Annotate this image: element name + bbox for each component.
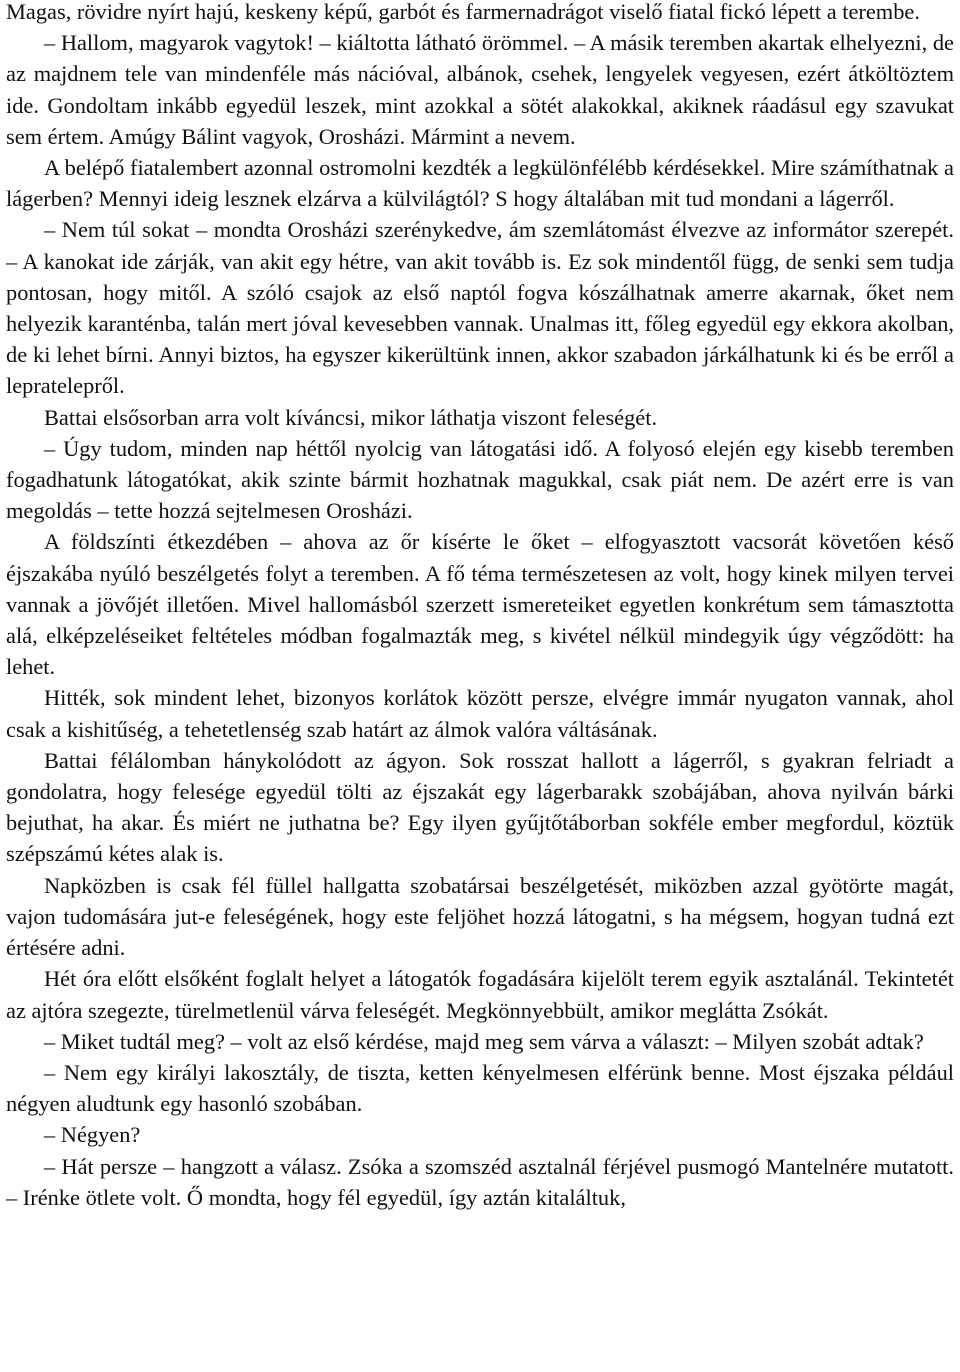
paragraph-10: Napközben is csak fél füllel hallgatta szobatársai beszélgetését, miközben azzal gyötörte magát, vajon tudomására jut-e feleségének, hogy este feljöhet hozzá látogatni, s ha mégsem, hogyan tudná ezt értésére adni. [6,872,954,961]
paragraph-7: A földszínti étkezdében – ahova az őr kísérte le őket – elfogyasztott vacsorát követően késő éjszakába nyúló beszélgetés folyt a teremben. A fő téma természetesen az volt, hogy kinek milyen tervei vannak a jövőjét illetően. Mivel hallomásból szerzett ismereteiket egyetlen konkrétum sem támasztotta alá, elképzeléseiket feltételes módban fogalmazták meg, s kivétel nélkül mindegyik úgy végződött: ha lehet. [6,529,954,680]
paragraph-14: – Négyen? [44,1122,141,1148]
paragraph-9: Battai félálomban hánykolódott az ágyon. Sok rosszat hallott a lágerről, s gyakran felriadt a gondolatra, hogy felesége egyedül tölti az éjszakát egy lágerbarakk szobájában, ahova nyilván bárki bejuthat, ha akar. És miért ne juthatna be? Egy ilyen gyűjtőtáborban sokféle ember megfordul, köztük szépszámú kétes alak is. [6,747,954,867]
paragraph-8: Hitték, sok mindent lehet, bizonyos korlátok között persze, elvégre immár nyugaton vannak, ahol csak a kishitűség, a tehetetlenség szab határt az álmok valóra váltásának. [6,685,954,742]
paragraph-1: Magas, rövidre nyírt hajú, keskeny képű, garbót és farmernadrágot viselő fiatal fickó lépett a terembe. [6,0,920,24]
paragraph-12: – Miket tudtál meg? – volt az első kérdése, majd meg sem várva a választ: – Milyen szobát adtak? [44,1028,924,1054]
paragraph-15: – Hát persze – hangzott a válasz. Zsóka a szomszéd asztalnál férjével pusmogó Mantelnére mutatott. – Irénke ötlete volt. Ő mondta, hogy fél egyedül, így aztán kitaláltuk, [6,1153,954,1210]
paragraph-11: Hét óra előtt elsőként foglalt helyet a látogatók fogadására kijelölt terem egyik asztalánál. Tekintetét az ajtóra szegezte, türelmetlenül várva feleségét. Megkönnyebbült, amikor meglátta Zsókát. [6,966,954,1023]
paragraph-5: Battai elsősorban arra volt kíváncsi, mikor láthatja viszont feleségét. [44,404,658,430]
paragraph-6: – Úgy tudom, minden nap héttől nyolcig van látogatási idő. A folyosó elején egy kisebb teremben fogadhatunk látogatókat, akik szinte bármit hozhatnak magukkal, csak piát nem. De azért erre is van megoldás – tette hozzá sejtelmesen Orosházi. [6,435,954,524]
paragraph-4: – Nem túl sokat – mondta Orosházi szerénykedve, ám szemlátomást élvezve az informátor szerepét. – A kanokat ide zárják, van akit egy hétre, van akit tovább is. Ez sok mindentől függ, de senki sem tudja pontosan, hogy mitől. A szóló csajok az első naptól fogva kószálhatnak amerre akarnak, őket nem helyezik karanténba, talán mert jóval kevesebben vannak. Unalmas itt, főleg egyedül egy ekkora akolban, de ki lehet bírni. Annyi biztos, ha egyszer kikerültünk innen, akkor szabadon járkálhatunk ki és be erről a lepratelepről. [6,217,954,399]
paragraph-13: – Nem egy királyi lakosztály, de tiszta, ketten kényelmesen elférünk benne. Most éjszaka például négyen aludtunk egy hasonló szobában. [6,1059,954,1117]
paragraph-2: – Hallom, magyarok vagytok! – kiáltotta látható örömmel. – A másik teremben akartak elhelyezni, de az majdnem tele van mindenféle más nációval, albánok, csehek, lengyelek vegyesen, ezért átköltöztem ide. Gondoltam inkább egyedül leszek, mint azokkal a sötét alakokkal, akiknek ráadásul egy szavukat sem értem. Amúgy Bálint vagyok, Orosházi. Mármint a nevem. [6,30,954,149]
paragraph-3: A belépő fiatalembert azonnal ostromolni kezdték a legkülönfélébb kérdésekkel. Mire számíthatnak a lágerben? Mennyi ideig lesznek elzárva a külvilágtól? S hogy általában mit tud mondani a lágerről. [6,155,954,212]
